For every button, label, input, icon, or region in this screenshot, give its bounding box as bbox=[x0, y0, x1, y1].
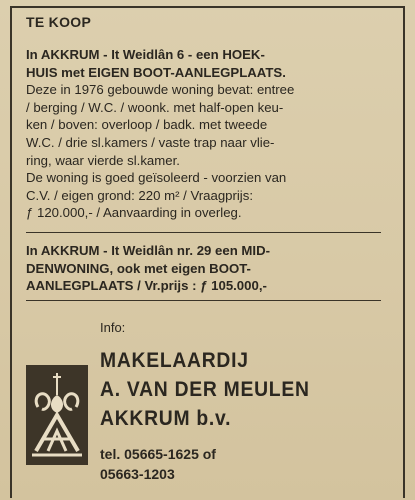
listing-1-line: ken / boven: overloop / badk. met tweede bbox=[26, 117, 268, 133]
telephone bbox=[100, 444, 216, 484]
makelaardij-logo-icon bbox=[26, 365, 88, 465]
listing-1-line: Deze in 1976 gebouwde woning bevat: entree bbox=[26, 82, 295, 98]
listing-2-line: DENWONING, ook met eigen BOOT- bbox=[26, 260, 251, 276]
listing-1-line: HUIS met EIGEN BOOT-AANLEGPLAATS. bbox=[26, 64, 286, 80]
listing-1-line: ring, waar vierde sl.kamer. bbox=[26, 152, 180, 168]
firm-name bbox=[100, 346, 310, 433]
listing-1-line: ƒ 120.000,- / Aanvaarding in overleg. bbox=[26, 205, 242, 221]
listing-1-line: / berging / W.C. / woonk. met half-open keu- bbox=[26, 99, 284, 115]
listing-1-line: W.C. / drie sl.kamers / vaste trap naar vlie- bbox=[26, 134, 275, 150]
divider bbox=[26, 300, 381, 301]
ad-heading: TE KOOP bbox=[26, 14, 92, 30]
logo-graphic bbox=[26, 365, 88, 465]
info-label: Info: bbox=[100, 320, 126, 335]
listing-2-line: AANLEGPLAATS / Vr.prijs : ƒ 105.000,- bbox=[26, 278, 267, 294]
listing-1-line: In AKKRUM - It Weidlân 6 - een HOEK- bbox=[26, 47, 265, 62]
tel-line: 05663-1203 bbox=[100, 466, 175, 482]
firm-line: AKKRUM b.v. bbox=[100, 407, 232, 430]
tel-line: tel. 05665-1625 of bbox=[100, 446, 216, 462]
listing-2 bbox=[26, 242, 381, 295]
listing-1-line: De woning is goed geïsoleerd - voorzien van bbox=[26, 170, 287, 186]
divider bbox=[26, 232, 381, 233]
listing-1-line: C.V. / eigen grond: 220 m² / Vraagprijs: bbox=[26, 187, 253, 203]
firm-line: A. VAN DER MEULEN bbox=[100, 378, 310, 401]
firm-line: MAKELAARDIJ bbox=[100, 349, 249, 372]
listing-1 bbox=[26, 46, 381, 222]
listing-2-line: In AKKRUM - It Weidlân nr. 29 een MID- bbox=[26, 243, 270, 258]
